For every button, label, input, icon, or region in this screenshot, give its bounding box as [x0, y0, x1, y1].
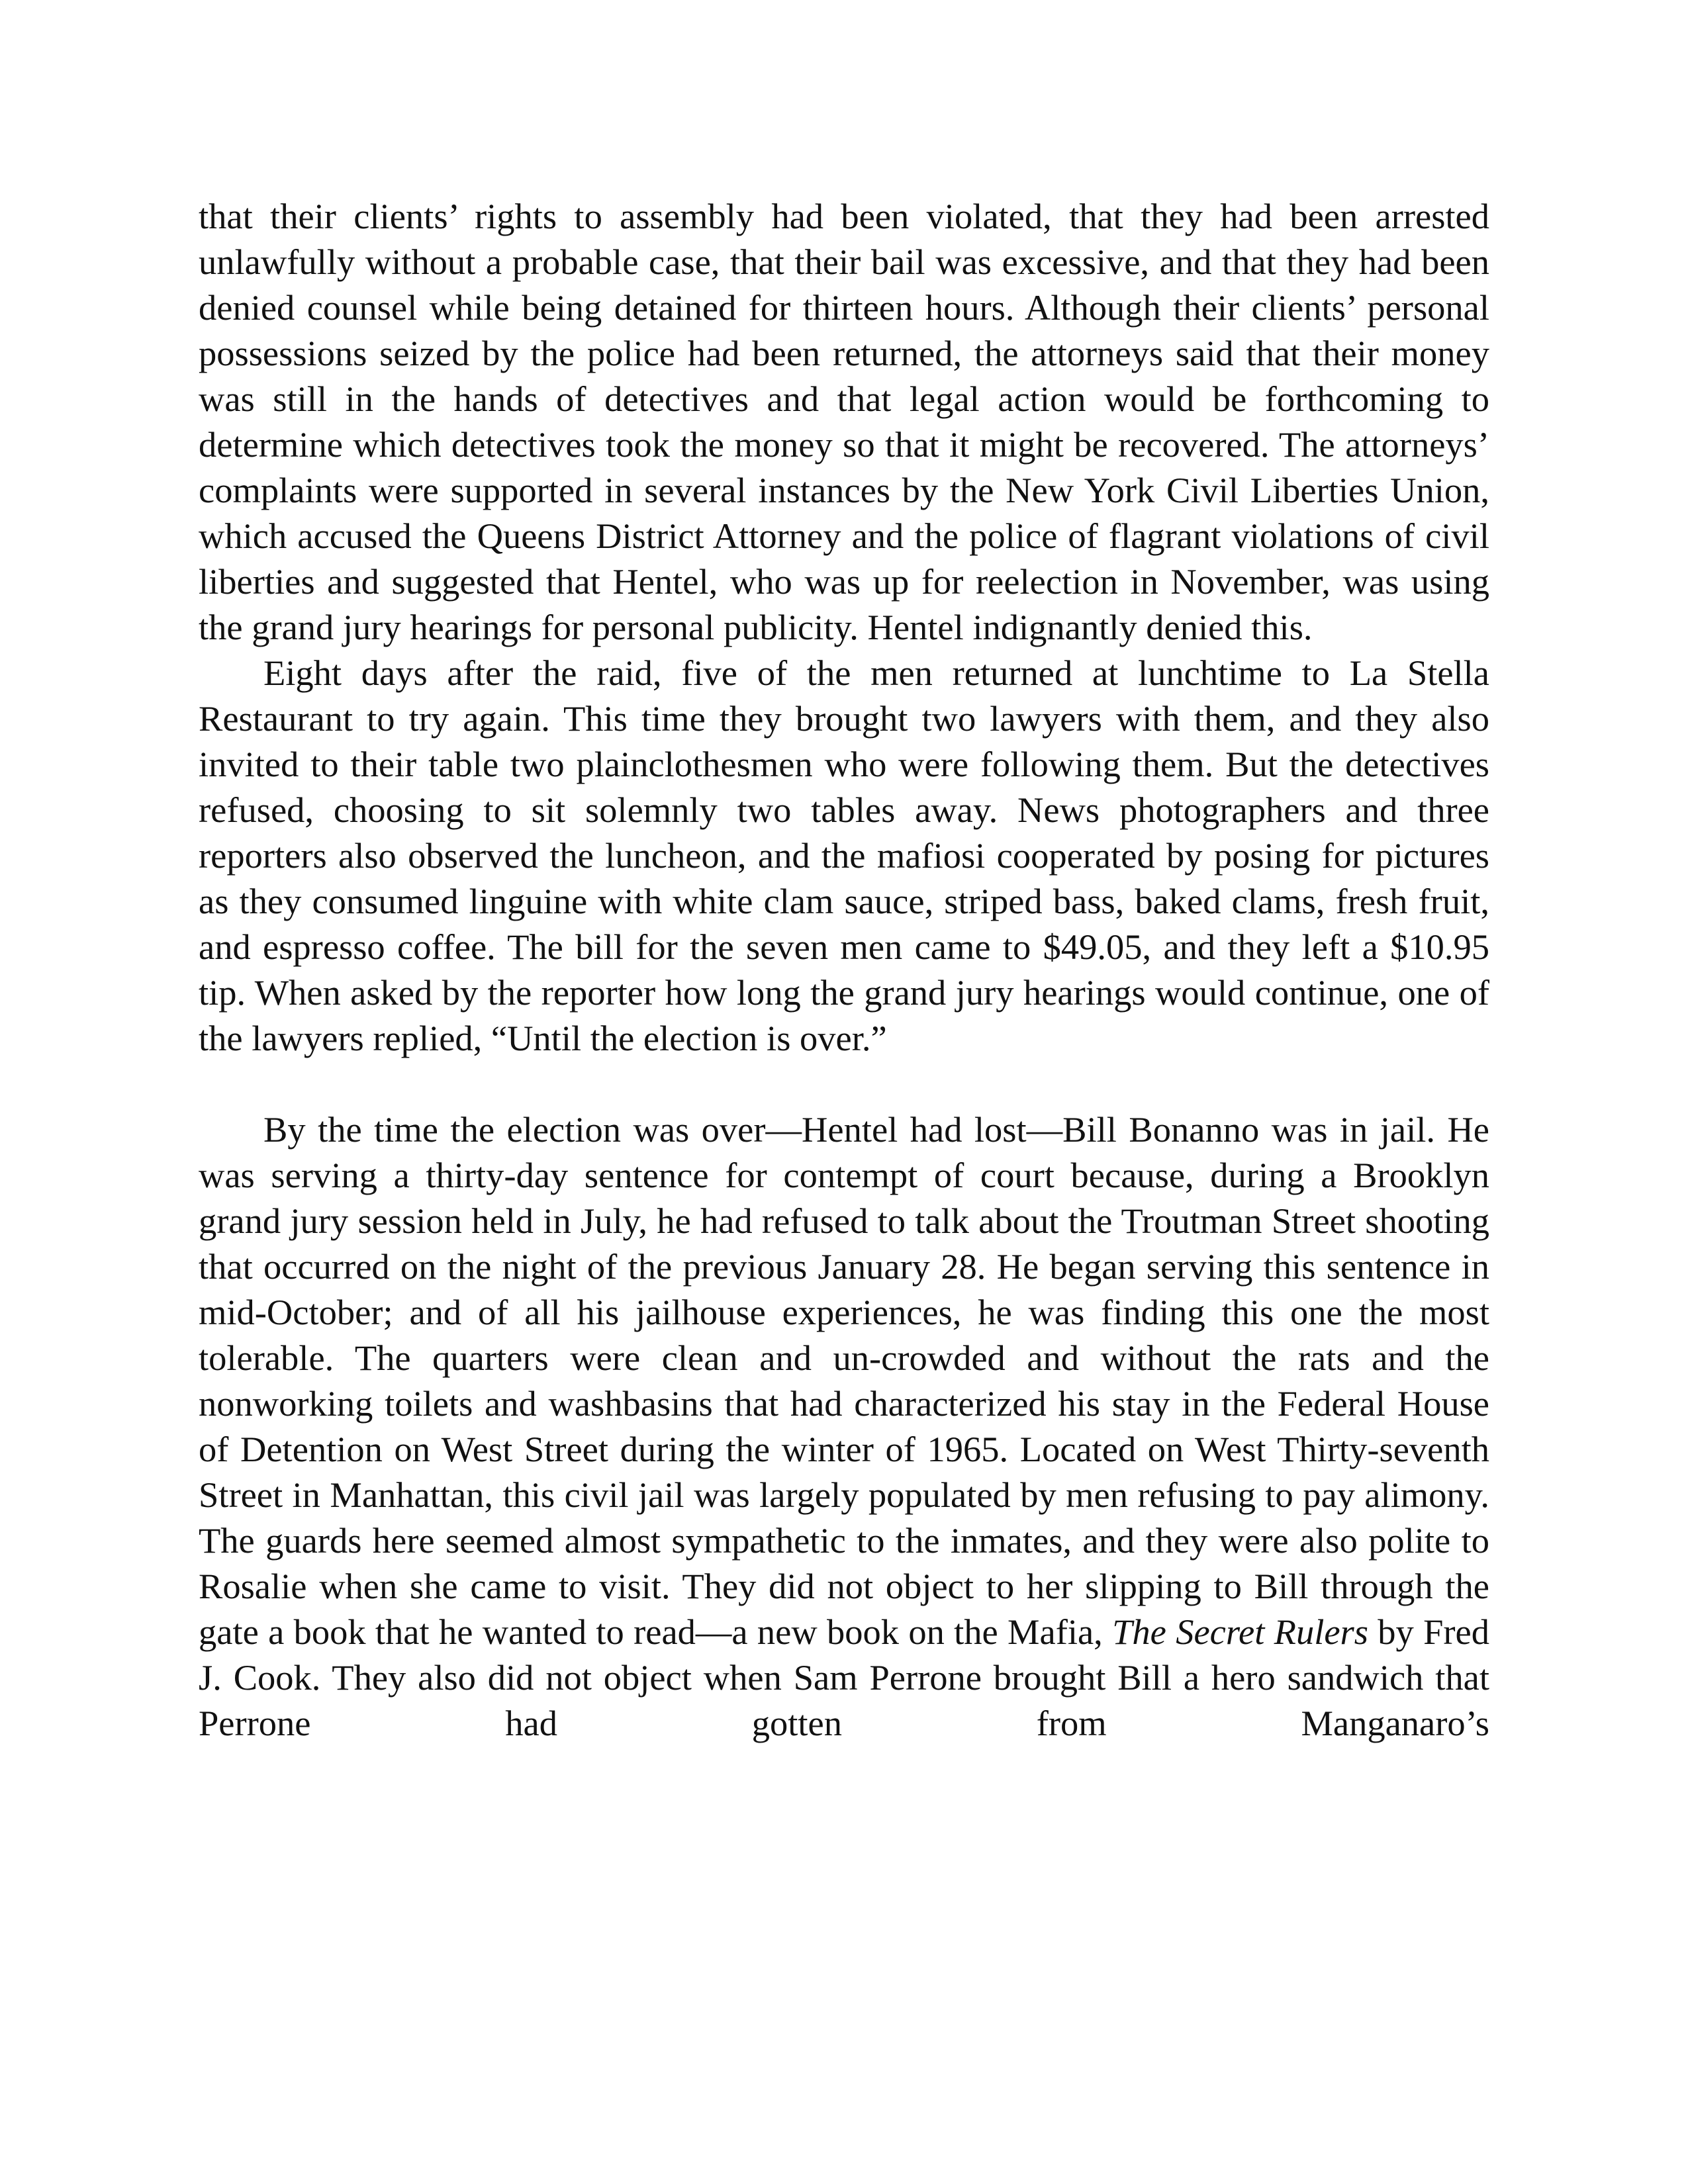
document-page — [199, 193, 1489, 1746]
paragraph-3-text-b: by Fred J. Cook. They also did not object when Sam Perrone brought Bill a hero sandwich that Perrone had gotten from Manganaro’s — [199, 1612, 1489, 1743]
paragraph-1-text: that their clients’ rights to assembly had been violated, that they had been arrested unlawfully without a probable case, that their bail was excessive, and that they had been denied counsel while being detained for thirteen hours. Although their clients’ personal possessions seized by the police had been returned, the attorneys said that their money was still in the hands of detectives and that legal action would be forthcoming to determine which detectives took the money so that it might be recovered. The attorneys’ complaints were supported in several instances by the New York Civil Liberties Union, which accused the Queens District Attorney and the police of flagrant violations of civil liberties and suggested that Hentel, who was up for reelection in November, was using the grand jury hearings for personal publicity. Hentel indignantly denied this. — [199, 196, 1489, 647]
section-break — [199, 1061, 1489, 1107]
paragraph-2 — [199, 650, 1489, 1061]
book-title: The Secret Rulers — [1112, 1612, 1368, 1652]
paragraph-2-text: Eight days after the raid, five of the men returned at lunchtime to La Stella Restaurant to try again. This time they brought two lawyers with them, and they also invited to their table two plainclothesmen who were following them. But the detectives refused, choosing to sit solemnly two tables away. News photographers and three reporters also observed the luncheon, and the mafiosi cooperated by posing for pictures as they consumed linguine with white clam sauce, striped bass, baked clams, fresh fruit, and espresso coffee. The bill for the seven men came to $49.05, and they left a $10.95 tip. When asked by the reporter how long the grand jury hearings would continue, one of the lawyers replied, “Until the election is over.” — [199, 653, 1489, 1058]
paragraph-1 — [199, 193, 1489, 650]
paragraph-3-text-a: By the time the election was over—Hentel had lost—Bill Bonanno was in jail. He was serving a thirty-day sentence for contempt of court because, during a Brooklyn grand jury session held in July, he had refused to talk about the Troutman Street shooting that occurred on the night of the previous January 28. He began serving this sentence in mid-October; and of all his jailhouse experiences, he was finding this one the most tolerable. The quarters were clean and un-crowded and without the rats and the nonworking toilets and washbasins that had characterized his stay in the Federal House of Detention on West Street during the winter of 1965. Located on West Thirty-seventh Street in Manhattan, this civil jail was largely populated by men refusing to pay alimony. The guards here seemed almost sympathetic to the inmates, and they were also polite to Rosalie when she came to visit. They did not object to her slipping to Bill through the gate a book that he wanted to read—a new book on the Mafia, — [199, 1109, 1489, 1652]
paragraph-3 — [199, 1107, 1489, 1746]
